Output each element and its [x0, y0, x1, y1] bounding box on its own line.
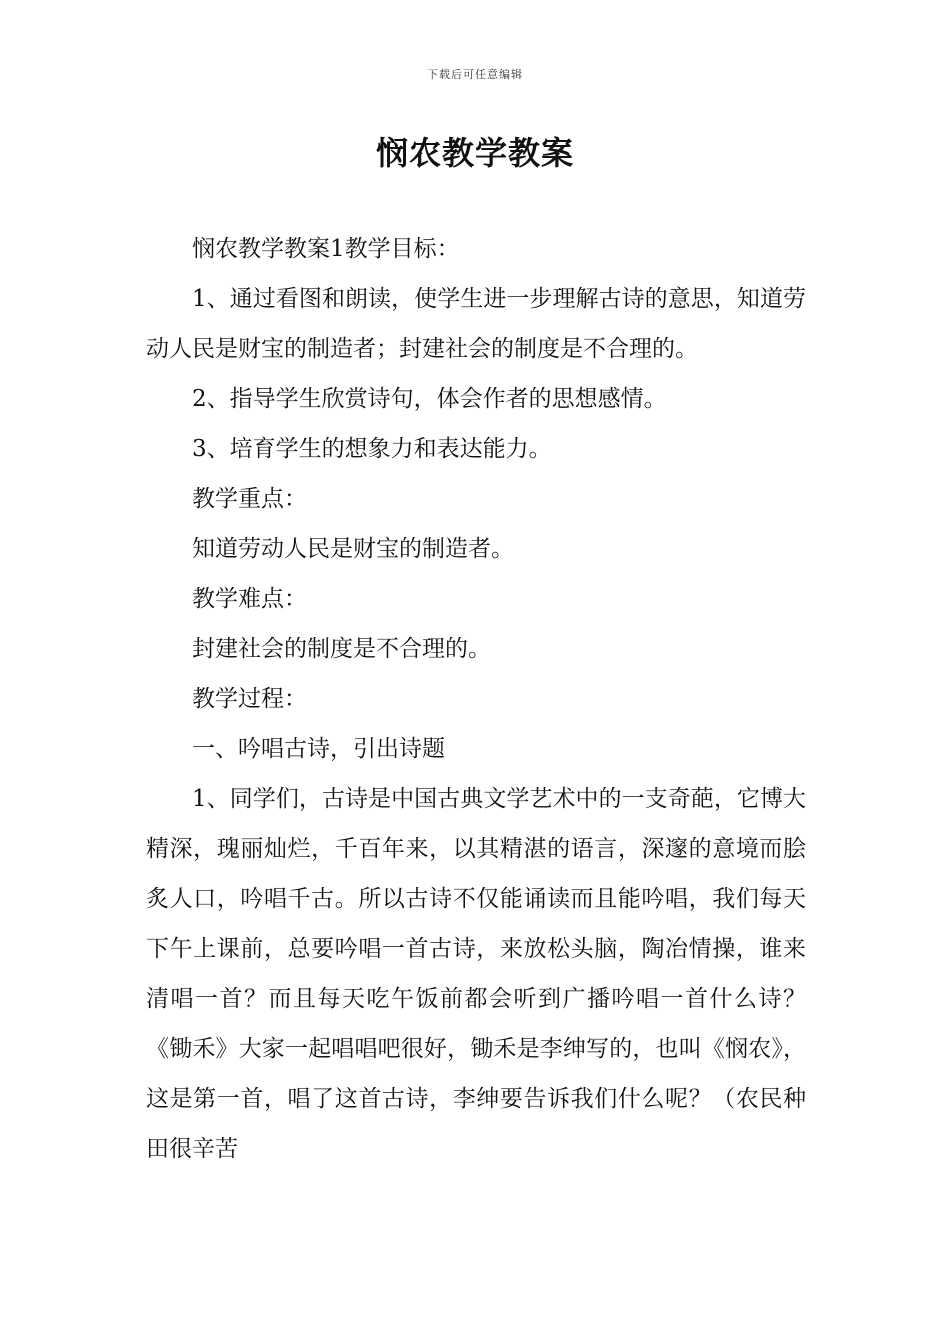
paragraph: 一、吟唱古诗，引出诗题: [192, 736, 445, 762]
paragraph: 封建社会的制度是不合理的。: [192, 636, 491, 662]
paragraph: 1、通过看图和朗读，使学生进一步理解古诗的意思，知道劳动人民是财宝的制造者；封建社会的制度是不合理的。: [146, 286, 806, 362]
paragraph: 1、同学们，古诗是中国古典文学艺术中的一支奇葩，它博大精深，瑰丽灿烂，千百年来，以其精湛的语言，深邃的意境而脍炙人口，吟唱千古。所以古诗不仅能诵读而且能吟唱，我们每天下午上课前，总要吟唱一首古诗，来放松头脑，陶冶情操，谁来清唱一首？而且每天吃午饭前都会听到广播吟唱一首什么诗？《锄禾》大家一起唱唱吧很好，锄禾是李绅写的，也叫《悯农》，这是第一首，唱了这首古诗，李绅要告诉我们什么呢？（农民种田很辛苦: [146, 786, 806, 1162]
paragraph: 教学难点：: [192, 586, 307, 612]
document-body: [146, 224, 806, 1174]
paragraph: 教学重点：: [192, 486, 307, 512]
paragraph: 2、指导学生欣赏诗句，体会作者的思想感情。: [192, 386, 667, 412]
paragraph: 3、培育学生的想象力和表达能力。: [192, 436, 552, 462]
paragraph: 悯农教学教案1教学目标：: [192, 236, 460, 262]
paragraph: 教学过程：: [192, 686, 307, 712]
header-note: 下载后可任意编辑: [427, 68, 523, 81]
paragraph: 知道劳动人民是财宝的制造者。: [192, 536, 514, 562]
document-title: 悯农教学教案: [375, 134, 574, 172]
